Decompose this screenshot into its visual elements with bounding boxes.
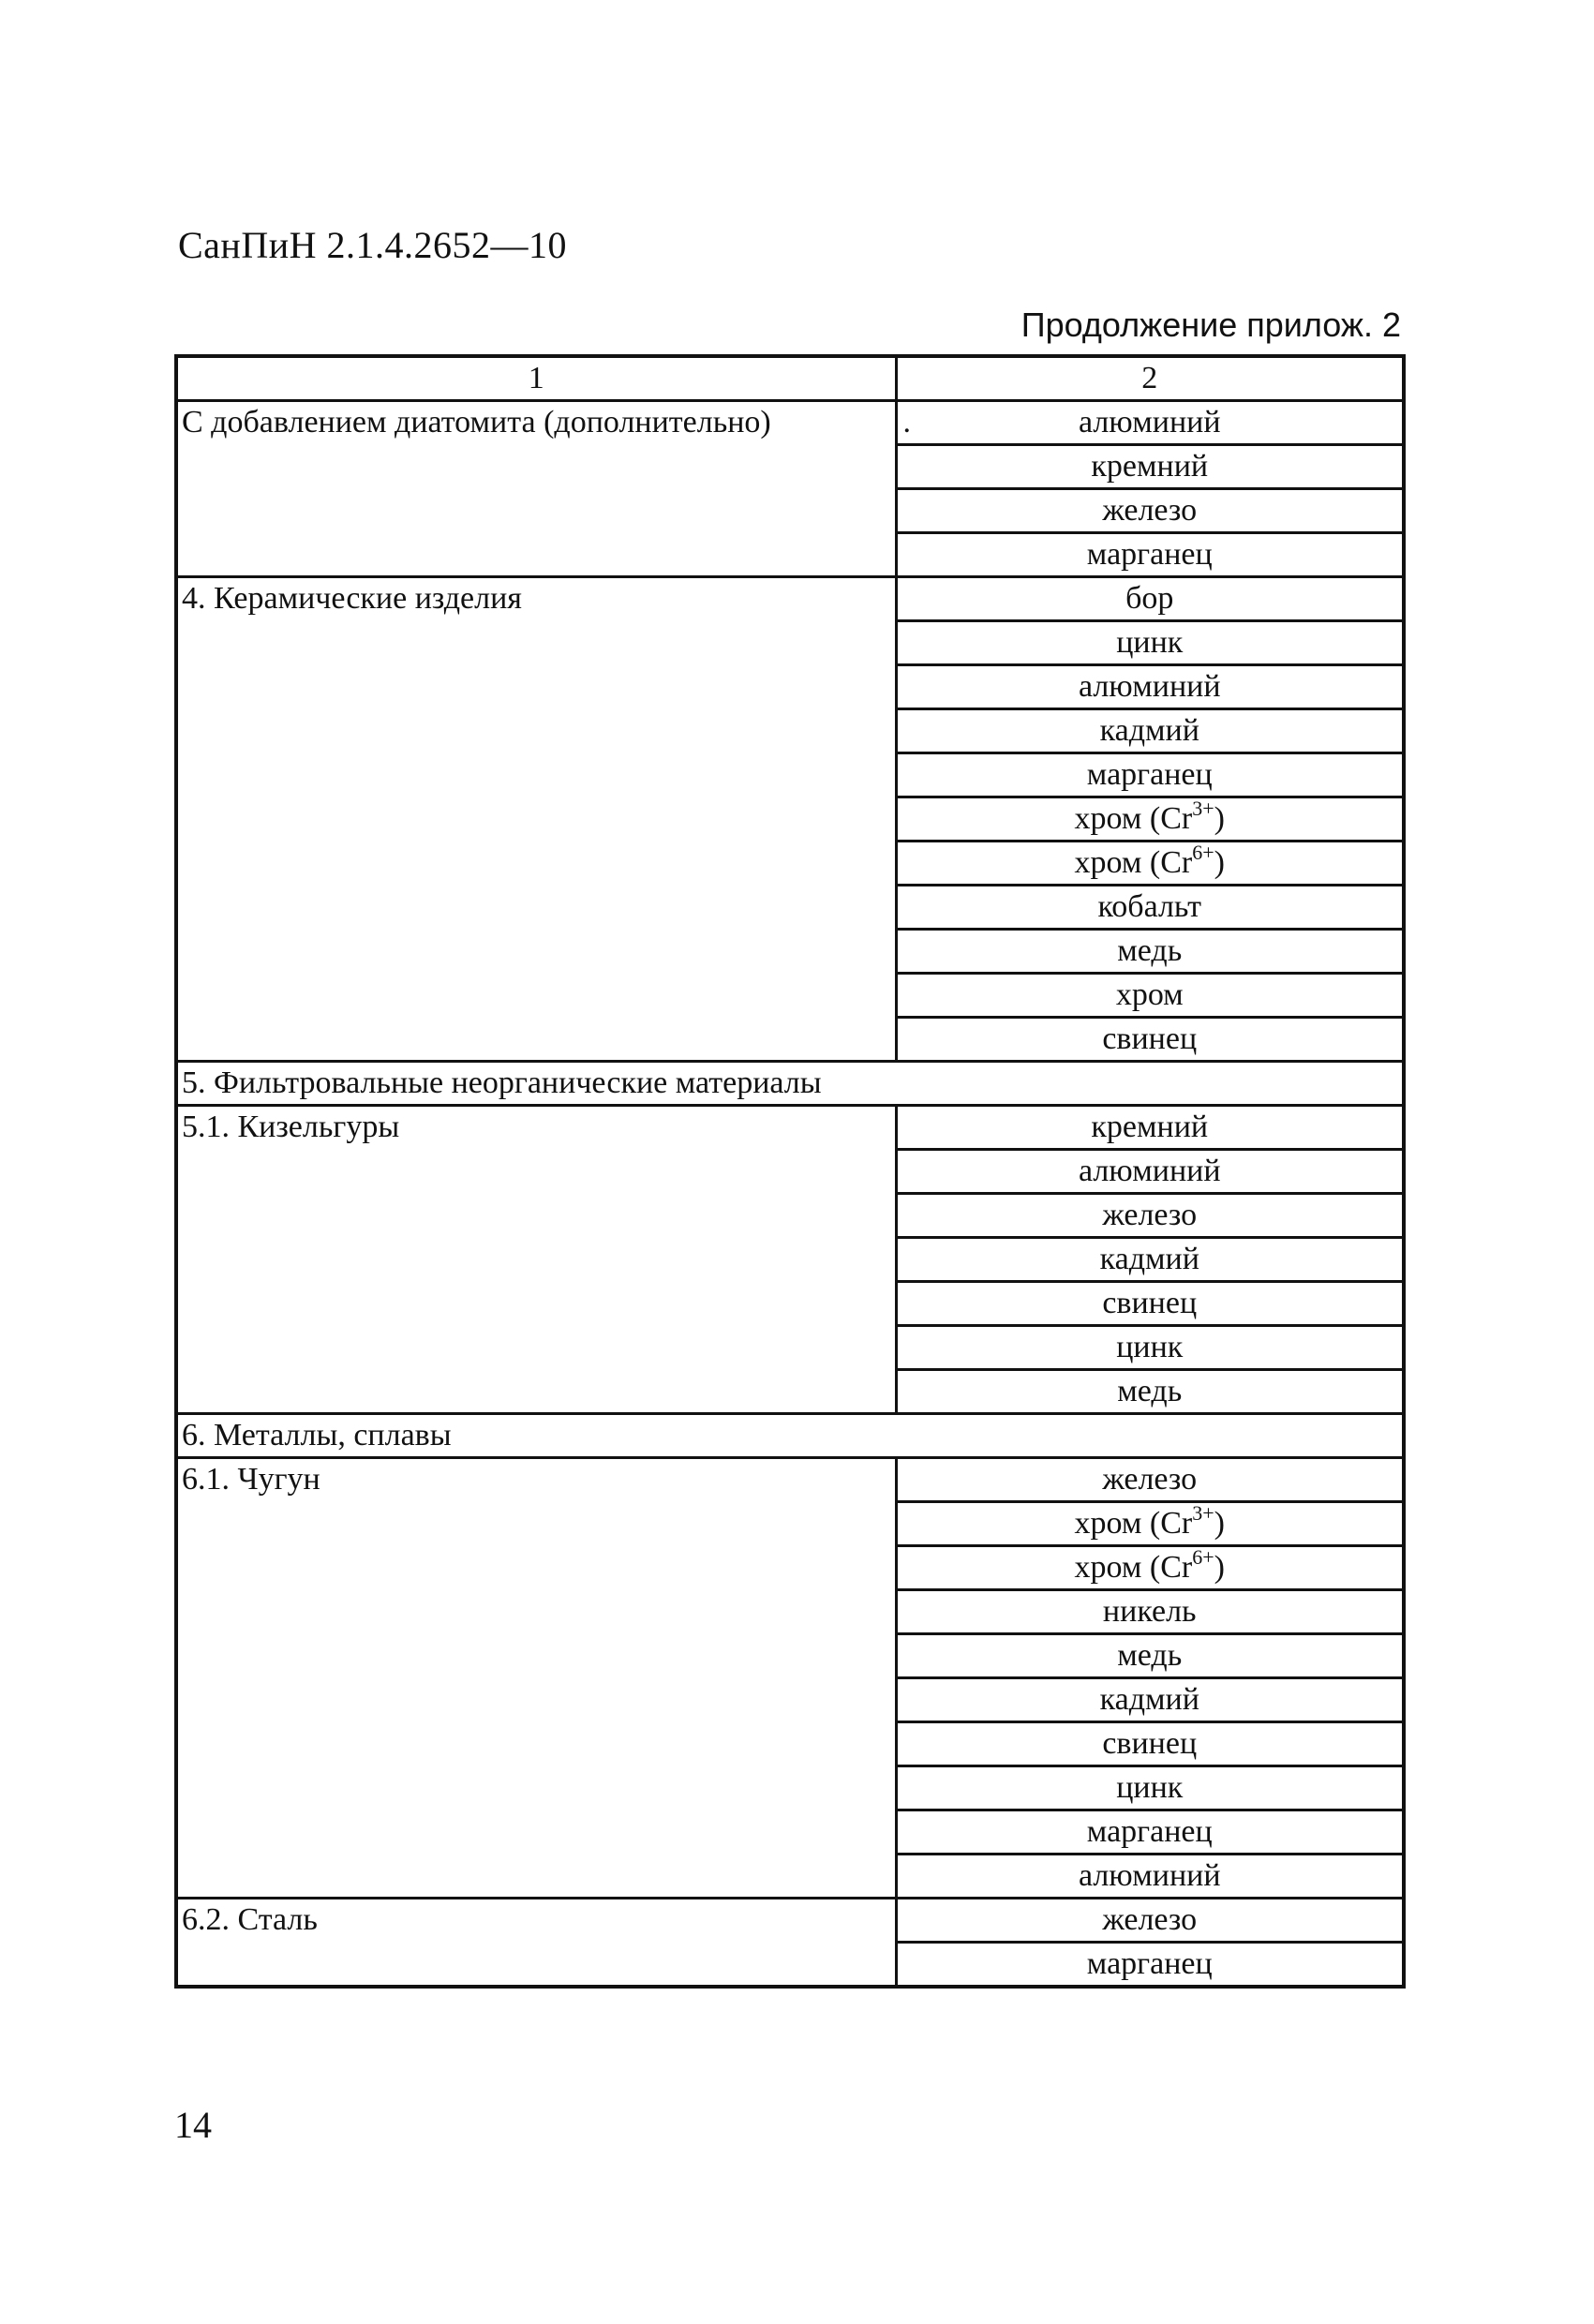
table-body	[176, 356, 1404, 1987]
substance-name: кремний	[1091, 449, 1209, 484]
substance-cell	[896, 1502, 1404, 1546]
table-row	[176, 1899, 1404, 1943]
substance-cell	[896, 1722, 1404, 1766]
substance-name: цинк	[1116, 1330, 1184, 1364]
substance-cell	[896, 1943, 1404, 1988]
substance-name: кобальт	[1097, 889, 1202, 924]
group-label: 6.1. Чугун	[176, 1458, 896, 1899]
substance-name: марганец	[1086, 1946, 1213, 1981]
substance-cell	[896, 621, 1404, 665]
substance-name: марганец	[1086, 757, 1213, 792]
substance-cell	[896, 1326, 1404, 1370]
substance-name: марганец	[1086, 537, 1213, 572]
substance-cell	[896, 709, 1404, 753]
table-row	[176, 1106, 1404, 1150]
substance-name: железо	[1102, 1902, 1198, 1937]
substance-name: кадмий	[1099, 1682, 1199, 1717]
substance-cell	[896, 1899, 1404, 1943]
group-label: 5.1. Кизельгуры	[176, 1106, 896, 1414]
substance-name: железо	[1102, 1462, 1198, 1497]
substance-cell	[896, 401, 1404, 445]
substance-name: цинк	[1116, 1770, 1184, 1805]
group-label: 6.2. Сталь	[176, 1899, 896, 1988]
substance-cell	[896, 1370, 1404, 1414]
section-label: 5. Фильтровальные неорганические материалы	[176, 1062, 1404, 1106]
substance-cell	[896, 842, 1404, 886]
table-row	[176, 401, 1404, 445]
column-header-2: 2	[896, 356, 1404, 401]
substance-name: бор	[1125, 581, 1174, 616]
substance-cell	[896, 1634, 1404, 1678]
substance-name: медь	[1117, 1374, 1183, 1408]
substance-name: кремний	[1091, 1110, 1209, 1144]
substance-cell	[896, 1590, 1404, 1634]
substance-cell	[896, 445, 1404, 489]
document-code: СанПиН 2.1.4.2652—10	[178, 224, 568, 266]
substance-name: свинец	[1102, 1726, 1198, 1761]
substance-name: хром $(Cr^{3+})$	[1074, 1501, 1225, 1541]
substance-cell	[896, 974, 1404, 1018]
substance-cell	[896, 1282, 1404, 1326]
substance-cell	[896, 797, 1404, 842]
substance-cell	[896, 1546, 1404, 1590]
column-header-1: 1	[176, 356, 896, 401]
page-number: 14	[174, 2104, 212, 2146]
substance-cell	[896, 886, 1404, 930]
substance-cell	[896, 533, 1404, 577]
substance-name: железо	[1102, 1198, 1198, 1232]
substance-name: никель	[1102, 1594, 1197, 1629]
substance-cell	[896, 1810, 1404, 1855]
substance-name: хром $(Cr^{3+})$	[1074, 797, 1225, 836]
substance-name: кадмий	[1099, 713, 1199, 748]
substance-name: кадмий	[1099, 1242, 1199, 1276]
substance-cell	[896, 489, 1404, 533]
substance-cell	[896, 930, 1404, 974]
section-row	[176, 1062, 1404, 1106]
substance-name: железо	[1102, 493, 1198, 528]
continuation-label: Продолжение прилож. 2	[1020, 305, 1401, 344]
group-label: С добавлением диатомита (дополнительно)	[176, 401, 896, 577]
cell-marker: .	[902, 405, 911, 439]
substance-name: хром	[1115, 977, 1184, 1012]
substance-cell	[896, 577, 1404, 621]
substance-name: медь	[1117, 933, 1183, 968]
substance-name: алюминий	[1078, 405, 1221, 439]
substance-cell	[896, 1766, 1404, 1810]
substance-name: хром $(Cr^{6+})$	[1074, 841, 1225, 880]
substance-cell	[896, 1458, 1404, 1502]
substance-cell	[896, 1855, 1404, 1899]
substance-cell	[896, 1238, 1404, 1282]
table-row	[176, 577, 1404, 621]
substance-name: цинк	[1116, 625, 1184, 660]
substance-cell	[896, 1018, 1404, 1062]
substance-name: хром $(Cr^{6+})$	[1074, 1545, 1225, 1585]
section-row	[176, 1414, 1404, 1458]
substance-cell	[896, 1194, 1404, 1238]
substance-name: медь	[1117, 1638, 1183, 1673]
substance-cell	[896, 665, 1404, 709]
substance-cell	[896, 1106, 1404, 1150]
substance-cell	[896, 1150, 1404, 1194]
substance-name: алюминий	[1078, 1154, 1221, 1188]
substance-cell	[896, 753, 1404, 797]
substance-name: алюминий	[1078, 669, 1221, 704]
section-label: 6. Металлы, сплавы	[176, 1414, 1404, 1458]
substance-name: алюминий	[1078, 1858, 1221, 1893]
group-label: 4. Керамические изделия	[176, 577, 896, 1062]
substance-name: свинец	[1102, 1286, 1198, 1320]
substances-table	[174, 354, 1406, 1989]
table-header-row	[176, 356, 1404, 401]
substance-cell	[896, 1678, 1404, 1722]
table-row	[176, 1458, 1404, 1502]
substance-name: свинец	[1102, 1021, 1198, 1056]
substance-name: марганец	[1086, 1814, 1213, 1849]
